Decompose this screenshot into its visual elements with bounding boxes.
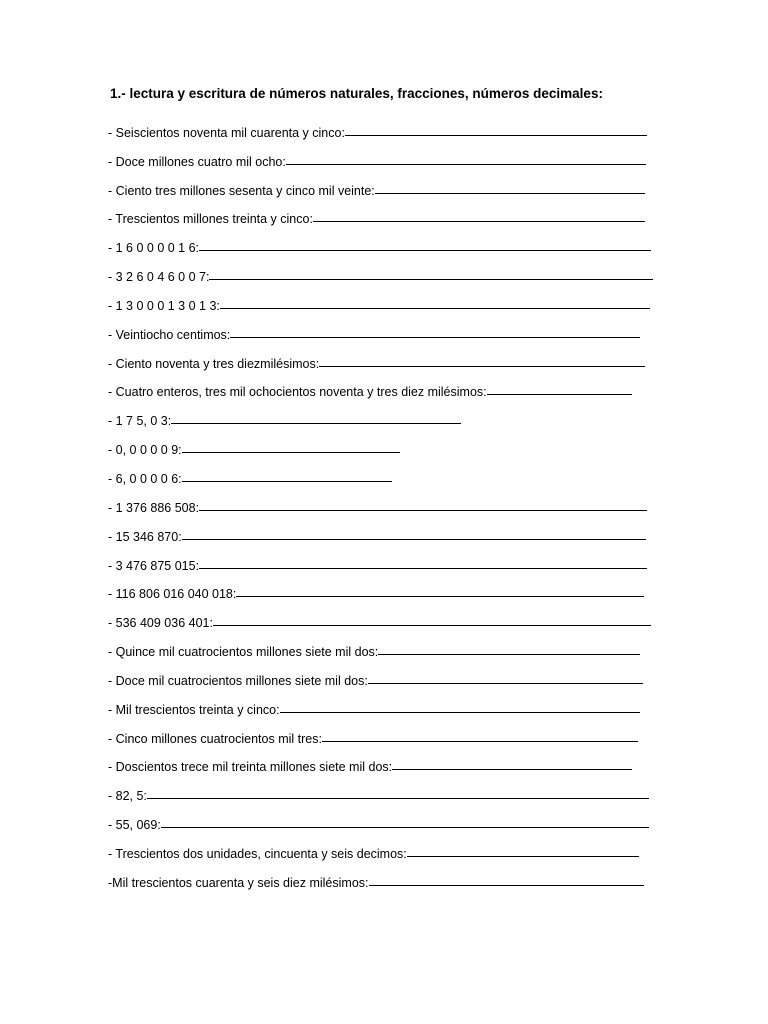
exercise-prompt: - Veintiocho centimos: bbox=[108, 327, 231, 342]
exercise-item bbox=[108, 748, 668, 777]
exercise-prompt: - Ciento tres millones sesenta y cinco mil veinte: bbox=[108, 183, 375, 198]
exercise-item bbox=[108, 632, 668, 661]
exercise-item bbox=[108, 171, 668, 200]
exercise-item bbox=[108, 228, 668, 257]
exercise-item bbox=[108, 200, 668, 229]
answer-blank[interactable] bbox=[182, 538, 646, 540]
answer-blank[interactable] bbox=[182, 480, 392, 482]
answer-blank[interactable] bbox=[171, 422, 461, 424]
exercise-prompt: - Cuatro enteros, tres mil ochocientos noventa y tres diez milésimos: bbox=[108, 385, 487, 400]
answer-blank[interactable] bbox=[230, 336, 640, 338]
answer-blank[interactable] bbox=[220, 307, 650, 309]
exercise-prompt: - 55, 069: bbox=[108, 818, 161, 833]
exercise-item bbox=[108, 690, 668, 719]
exercise-item bbox=[108, 459, 668, 488]
answer-blank[interactable] bbox=[369, 884, 644, 886]
answer-blank[interactable] bbox=[322, 740, 638, 742]
answer-blank[interactable] bbox=[182, 451, 400, 453]
exercise-prompt: - Quince mil cuatrocientos millones siete mil dos: bbox=[108, 645, 379, 660]
answer-blank[interactable] bbox=[375, 192, 645, 194]
exercise-item bbox=[108, 719, 668, 748]
exercise-prompt: - 1 6 0 0 0 0 1 6: bbox=[108, 241, 200, 256]
answer-blank[interactable] bbox=[147, 797, 649, 799]
exercise-prompt: - 3 476 875 015: bbox=[108, 558, 200, 573]
answer-blank[interactable] bbox=[378, 653, 640, 655]
answer-blank[interactable] bbox=[199, 249, 651, 251]
exercise-item bbox=[108, 373, 668, 402]
exercise-item bbox=[108, 863, 668, 892]
exercise-prompt: - 116 806 016 040 018: bbox=[108, 587, 237, 602]
exercise-prompt: - Seiscientos noventa mil cuarenta y cinco: bbox=[108, 125, 345, 140]
answer-blank[interactable] bbox=[161, 826, 649, 828]
exercise-item bbox=[108, 517, 668, 546]
exercise-prompt: - 1 7 5, 0 3: bbox=[108, 414, 172, 429]
exercise-item bbox=[108, 603, 668, 632]
exercise-prompt: - 0, 0 0 0 0 9: bbox=[108, 443, 182, 458]
answer-blank[interactable] bbox=[392, 768, 632, 770]
exercise-item bbox=[108, 142, 668, 171]
answer-blank[interactable] bbox=[319, 365, 645, 367]
exercise-prompt: - 536 409 036 401: bbox=[108, 616, 213, 631]
exercise-prompt: - 1 3 0 0 0 1 3 0 1 3: bbox=[108, 298, 220, 313]
answer-blank[interactable] bbox=[407, 855, 639, 857]
exercise-prompt: - Trescientos millones treinta y cinco: bbox=[108, 212, 313, 227]
exercise-item bbox=[108, 286, 668, 315]
exercise-prompt: -Mil trescientos cuarenta y seis diez milésimos: bbox=[108, 875, 369, 890]
exercise-item bbox=[108, 430, 668, 459]
exercise-item bbox=[108, 546, 668, 575]
answer-blank[interactable] bbox=[199, 567, 647, 569]
exercise-prompt: - Ciento noventa y tres diezmilésimos: bbox=[108, 356, 320, 371]
answer-blank[interactable] bbox=[236, 595, 644, 597]
exercise-item bbox=[108, 488, 668, 517]
answer-blank[interactable] bbox=[345, 134, 647, 136]
exercise-item bbox=[108, 401, 668, 430]
exercise-item bbox=[108, 344, 668, 373]
exercise-prompt: - 1 376 886 508: bbox=[108, 500, 200, 515]
answer-blank[interactable] bbox=[199, 509, 647, 511]
exercise-prompt: - Mil trescientos treinta y cinco: bbox=[108, 702, 280, 717]
exercise-item bbox=[108, 575, 668, 604]
exercise-prompt: - Trescientos dos unidades, cincuenta y seis decimos: bbox=[108, 846, 407, 861]
exercise-item bbox=[108, 776, 668, 805]
exercise-prompt: - 6, 0 0 0 0 6: bbox=[108, 471, 182, 486]
exercise-prompt: - 3 2 6 0 4 6 0 0 7: bbox=[108, 270, 210, 285]
exercise-item bbox=[108, 661, 668, 690]
exercise-prompt: - 15 346 870: bbox=[108, 529, 182, 544]
worksheet-title: 1.- lectura y escritura de números naturales, fracciones, números decimales: bbox=[110, 86, 603, 101]
answer-blank[interactable] bbox=[286, 163, 646, 165]
exercise-item bbox=[108, 834, 668, 863]
answer-blank[interactable] bbox=[313, 220, 645, 222]
answer-blank[interactable] bbox=[368, 682, 643, 684]
exercise-item bbox=[108, 257, 668, 286]
exercise-prompt: - Doscientos trece mil treinta millones siete mil dos: bbox=[108, 760, 393, 775]
exercise-item bbox=[108, 113, 668, 142]
exercise-list bbox=[108, 113, 668, 892]
exercise-item bbox=[108, 315, 668, 344]
exercise-prompt: - 82, 5: bbox=[108, 789, 147, 804]
exercise-prompt: - Doce mil cuatrocientos millones siete mil dos: bbox=[108, 673, 368, 688]
answer-blank[interactable] bbox=[209, 278, 653, 280]
answer-blank[interactable] bbox=[280, 711, 640, 713]
answer-blank[interactable] bbox=[487, 393, 632, 395]
exercise-item bbox=[108, 805, 668, 834]
answer-blank[interactable] bbox=[213, 624, 651, 626]
exercise-prompt: - Doce millones cuatro mil ocho: bbox=[108, 154, 286, 169]
exercise-prompt: - Cinco millones cuatrocientos mil tres: bbox=[108, 731, 322, 746]
